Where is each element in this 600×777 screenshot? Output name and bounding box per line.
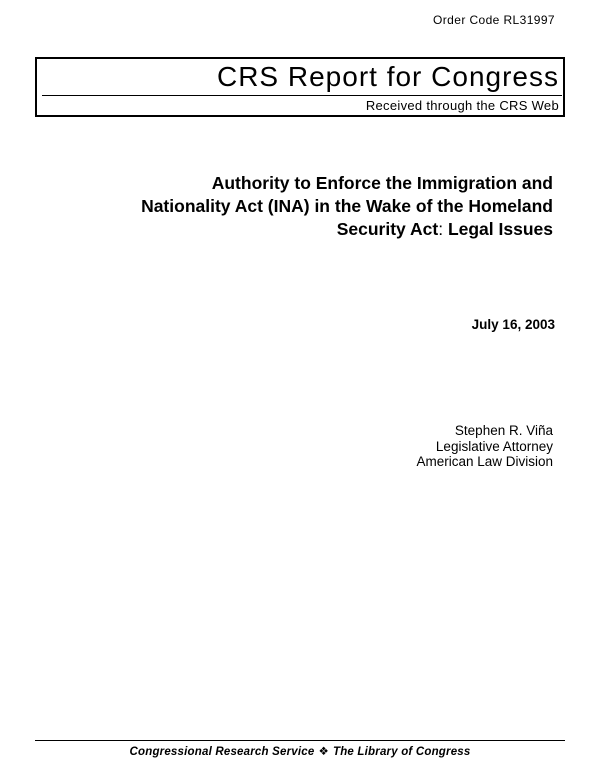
report-date: July 16, 2003: [471, 317, 555, 332]
report-title-colon: :: [438, 219, 444, 239]
footer-org-left: Congressional Research Service: [129, 746, 315, 758]
author-block: [416, 423, 553, 470]
crs-header-title: CRS Report for Congress: [216, 61, 559, 92]
report-title-line-3-pre: Security Act: [336, 219, 439, 239]
footer-org-right: The Library of Congress: [332, 746, 471, 758]
author-name: Stephen R. Viña: [454, 423, 553, 438]
author-role: Legislative Attorney: [435, 438, 553, 454]
author-division: American Law Division: [416, 454, 553, 469]
report-title-line-3-post: Legal Issues: [443, 219, 553, 239]
report-title-line-3: [141, 218, 553, 241]
order-code: Order Code RL31997: [433, 13, 555, 27]
report-title-line-2: Nationality Act (INA) in the Wake of the Homeland: [141, 196, 553, 216]
crs-header-box: [35, 57, 565, 117]
report-title-line-1: Authority to Enforce the Immigration and: [211, 173, 553, 193]
header-divider-line: [42, 95, 562, 96]
footer-divider-line: [35, 740, 565, 741]
crs-header-subtitle: Received through the CRS Web: [365, 98, 559, 113]
report-title: [141, 172, 553, 241]
diamond-icon: ❖: [318, 746, 329, 758]
footer-imprint: [0, 744, 600, 758]
